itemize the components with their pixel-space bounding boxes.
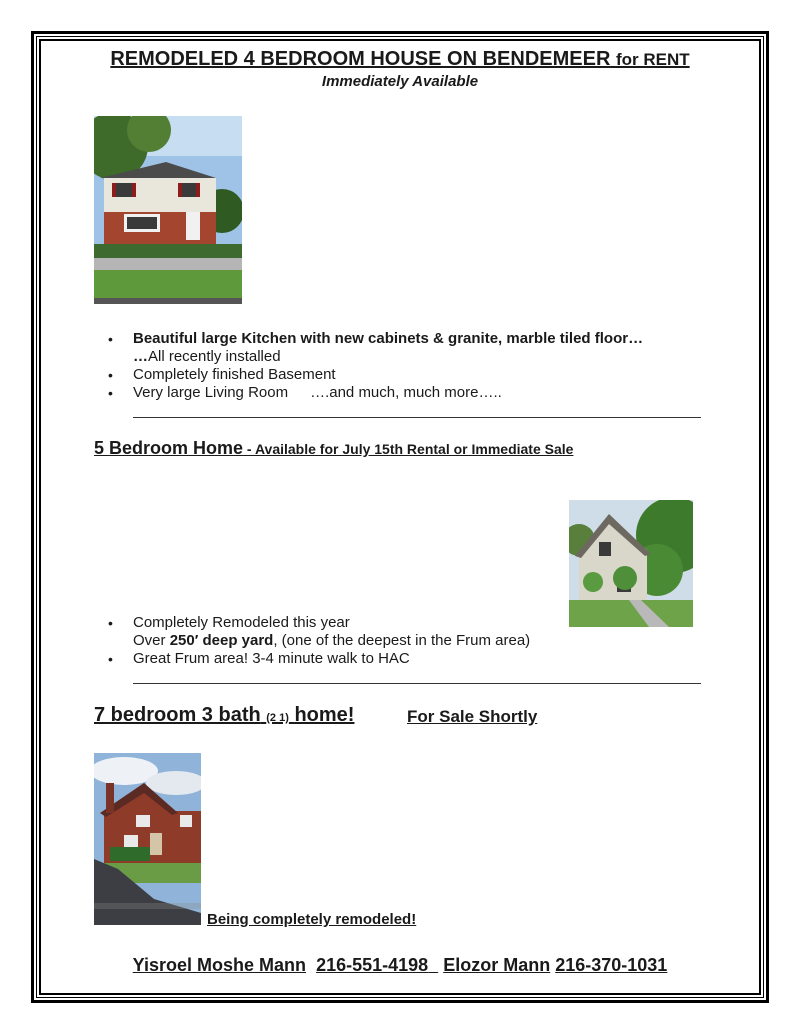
list-item: Over 250′ deep yard, (one of the deepest in the Frum area) [133, 632, 531, 649]
list-item: • Very large Living Room ….and much, much more….. [94, 384, 643, 402]
listing3-heading: 7 bedroom 3 bath (2 1) home! [94, 704, 355, 726]
house-photo-bendemeer [94, 116, 242, 304]
list-item: • Completely finished Basement [94, 366, 643, 384]
house-photo-5-bedroom [569, 500, 693, 627]
listing2-features [94, 614, 530, 668]
list-item: • Great Frum area! 3-4 minute walk to HAC [94, 650, 530, 668]
page-title [40, 48, 760, 71]
house-photo-7-bedroom [94, 753, 201, 925]
title-suffix: for RENT [615, 50, 690, 69]
section-divider [133, 683, 701, 684]
list-item: • Beautiful large Kitchen with new cabinets & granite, marble tiled floor… [94, 330, 643, 348]
listing3-remodel-note: Being completely remodeled! [207, 911, 417, 928]
page-subtitle: Immediately Available [321, 73, 479, 90]
contact-name-1: Yisroel Moshe Mann [132, 955, 307, 975]
title-main: REMODELED 4 BEDROOM HOUSE ON BENDEMEER [110, 48, 611, 70]
contact-phone-1[interactable]: 216-551-4198 [316, 955, 429, 975]
contact-line [40, 955, 760, 976]
contact-phone-2[interactable]: 216-370-1031 [555, 955, 668, 975]
listing3-sale-label: For Sale Shortly [407, 707, 538, 726]
list-item: • Completely Remodeled this year [94, 614, 530, 632]
listing1-features [94, 330, 643, 402]
listing2-heading: 5 Bedroom Home - Available for July 15th Rental or Immediate Sale [94, 438, 574, 458]
contact-name-2: Elozor Mann [443, 955, 551, 975]
section-divider [133, 417, 701, 418]
list-item: …All recently installed [133, 348, 281, 365]
